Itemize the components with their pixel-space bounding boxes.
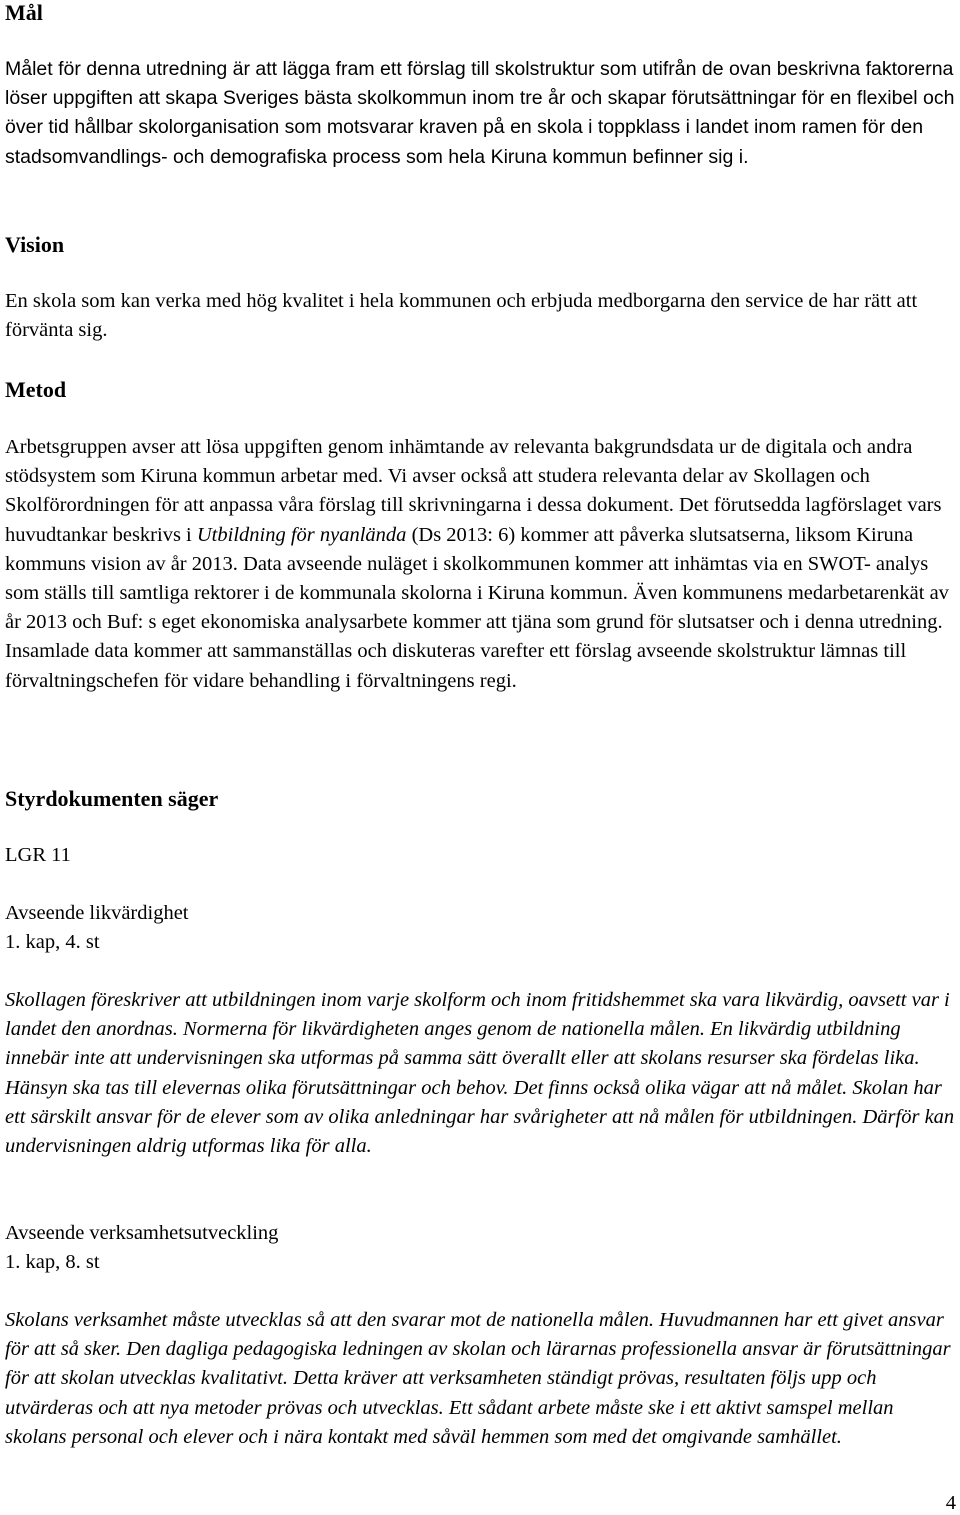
likvardighet-reference: 1. kap, 4. st (5, 931, 100, 953)
likvardighet-title: Avseende likvärdighet (5, 902, 189, 924)
heading-metod: Metod (5, 377, 67, 402)
page-number: 4 (945, 1492, 956, 1514)
lgr-label: LGR 11 (5, 844, 71, 866)
metod-document-title: Utbildning för nyanlända (196, 523, 407, 546)
metod-text-part1: Arbetsgruppen avser att lösa uppgiften genom inhämtande av relevanta bakgrundsdata ur de digitala och andra stödsystem som Kiruna kommun arbetar med. Vi avser också att studera relevanta delar av Skollagen och Skolförordningen för att anpassa våra förslag till skrivningarna i dessa dokument. Det förutsedda lagförslaget vars huvudtankar beskrivs i (5, 436, 942, 546)
heading-styrdokument: Styrdokumenten säger (5, 786, 219, 811)
paragraph-metod (5, 433, 955, 696)
heading-vision: Vision (5, 232, 65, 257)
metod-text-part2: (Ds 2013: 6) kommer att påverka slutsatserna, liksom Kiruna kommuns vision av år 2013. Data avseende nuläget i skolkommunen kommer att inhämtas via en SWOT- analys som ställs till samtliga rektorer i de kommunala skolorna i Kiruna kommun. Även kommunens medarbetarenkät av år 2013 och Buf: s eget ekonomiska analysarbete kommer att tjäna som grund för slutsatser och i denna utredning. Insamlade data kommer att sammanställas och diskuteras varefter ett förslag avseende skolstruktur lämnas till förvaltningschefen för vidare behandling i förvaltningens regi. (5, 523, 949, 692)
verksamhetsutveckling-quote: Skolans verksamhet måste utvecklas så att den svarar mot de nationella målen. Huvudmannen har ett givet ansvar för att så sker. Den dagliga pedagogiska ledningen av skolan och lärarnas professionella ansvar är förutsättningar för att skolan utvecklas kvalitativt. Detta kräver att verksamheten ständigt prövas, resultaten följs upp och utvärderas och att nya metoder prövas och utvecklas. Ett sådant arbete måste ske i ett aktivt samspel mellan skolans personal och elever och i nära kontakt med såväl hemmen som med det omgivande samhället. (5, 1309, 951, 1448)
paragraph-mal: Målet för denna utredning är att lägga fram ett förslag till skolstruktur som utifrån de ovan beskrivna faktorerna löser uppgiften att skapa Sveriges bästa skolkommun inom tre år och skapar förutsättningar för en flexibel och över tid hållbar skolorganisation som motsvarar kraven på en skola i toppklass i landet inom ramen för den stadsomvandlings- och demografiska process som hela Kiruna kommun befinner sig i. (5, 58, 955, 168)
paragraph-vision: En skola som kan verka med hög kvalitet i hela kommunen och erbjuda medborgarna den service de har rätt att förvänta sig. (5, 290, 918, 342)
verksamhetsutveckling-title: Avseende verksamhetsutveckling (5, 1222, 279, 1244)
likvardighet-quote: Skollagen föreskriver att utbildningen inom varje skolform och inom fritidshemmet ska vara likvärdig, oavsett var i landet den anordnas. Normerna för likvärdigheten anges genom de nationella målen. En likvärdig utbildning innebär inte att undervisningen ska utformas på samma sätt överallt eller att skolans resurser ska fördelas lika. Hänsyn ska tas till elevernas olika förutsättningar och behov. Det finns också olika vägar att nå målet. Skolan har ett särskilt ansvar för de elever som av olika anledningar har svårigheter att nå målen för utbildningen. Därför kan undervisningen aldrig utformas lika för alla. (5, 989, 955, 1158)
heading-mal: Mål (5, 0, 43, 25)
verksamhetsutveckling-reference: 1. kap, 8. st (5, 1251, 100, 1273)
